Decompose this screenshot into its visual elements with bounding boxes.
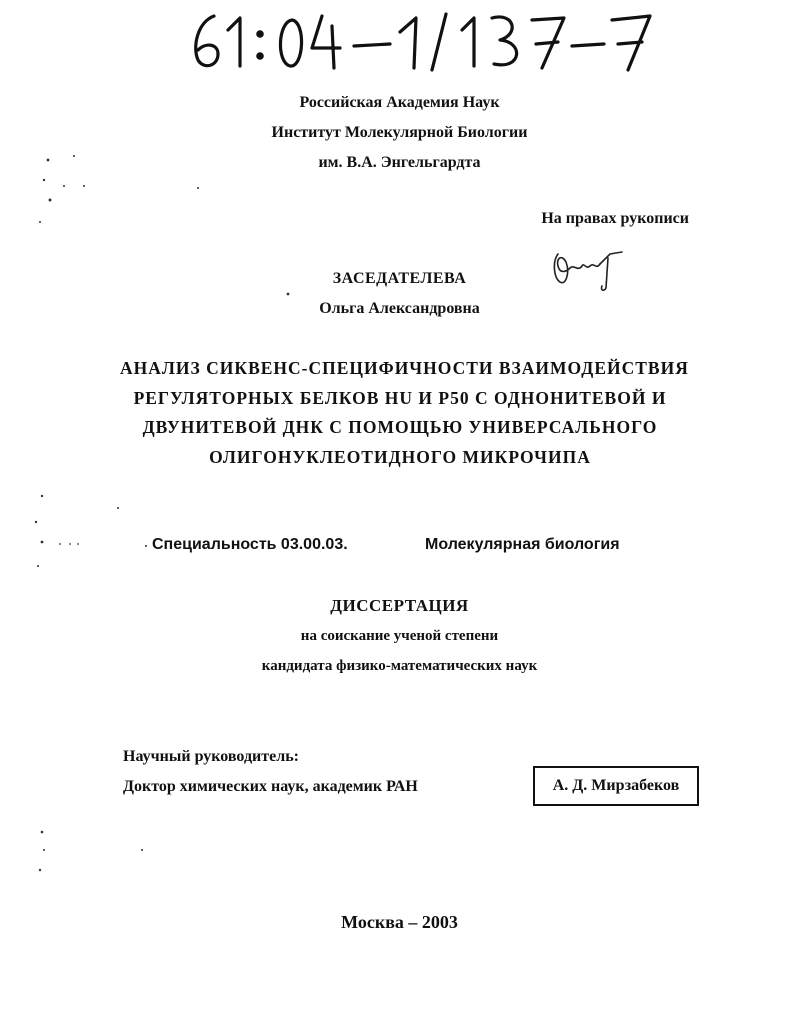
institution-line-1: Российская Академия Наук: [299, 94, 500, 111]
author-given-names: Ольга Александровна: [319, 300, 480, 317]
title-line: АНАЛИЗ СИКВЕНС-СПЕЦИФИЧНОСТИ ВЗАИМОДЕЙСТВИЯ: [120, 358, 689, 378]
title-line: ОЛИГОНУКЛЕОТИДНОГО МИКРОЧИПА: [209, 446, 591, 467]
rights-note: На правах рукописи: [541, 210, 689, 227]
title-line: РЕГУЛЯТОРНЫХ БЕЛКОВ HU И P50 С ОДНОНИТЕВОЙ И: [133, 387, 667, 408]
handwritten-code-text: 61:04-1/137-7: [184, 4, 190, 5]
title-line: ДВУНИТЕВОЙ ДНК С ПОМОЩЬЮ УНИВЕРСАЛЬНОГО: [142, 417, 658, 437]
dissertation-title: [120, 354, 689, 472]
supervisor-heading: Научный руководитель:: [123, 748, 299, 765]
specialty-code: Специальность 03.00.03.: [152, 536, 348, 553]
specialty-field: Молекулярная биология: [425, 536, 620, 553]
supervisor-name: А. Д. Мирзабеков: [552, 777, 680, 794]
supervisor-name-box: [533, 766, 699, 806]
city-year: Москва – 2003: [341, 912, 458, 932]
institution-line-2: Институт Молекулярной Биологии: [271, 124, 528, 141]
institution-line-3: им. В.А. Энгельгардта: [318, 154, 481, 171]
dissertation-heading: ДИССЕРТАЦИЯ: [330, 596, 469, 615]
author-surname: ЗАСЕДАТЕЛЕВА: [332, 270, 467, 287]
degree-line-2: кандидата физико-математических наук: [261, 658, 538, 674]
author-signature: [548, 248, 626, 294]
degree-line-1: на соискание ученой степени: [300, 628, 499, 644]
handwritten-archive-code: [184, 4, 664, 76]
supervisor-title: Доктор химических наук, академик РАН: [123, 778, 418, 795]
